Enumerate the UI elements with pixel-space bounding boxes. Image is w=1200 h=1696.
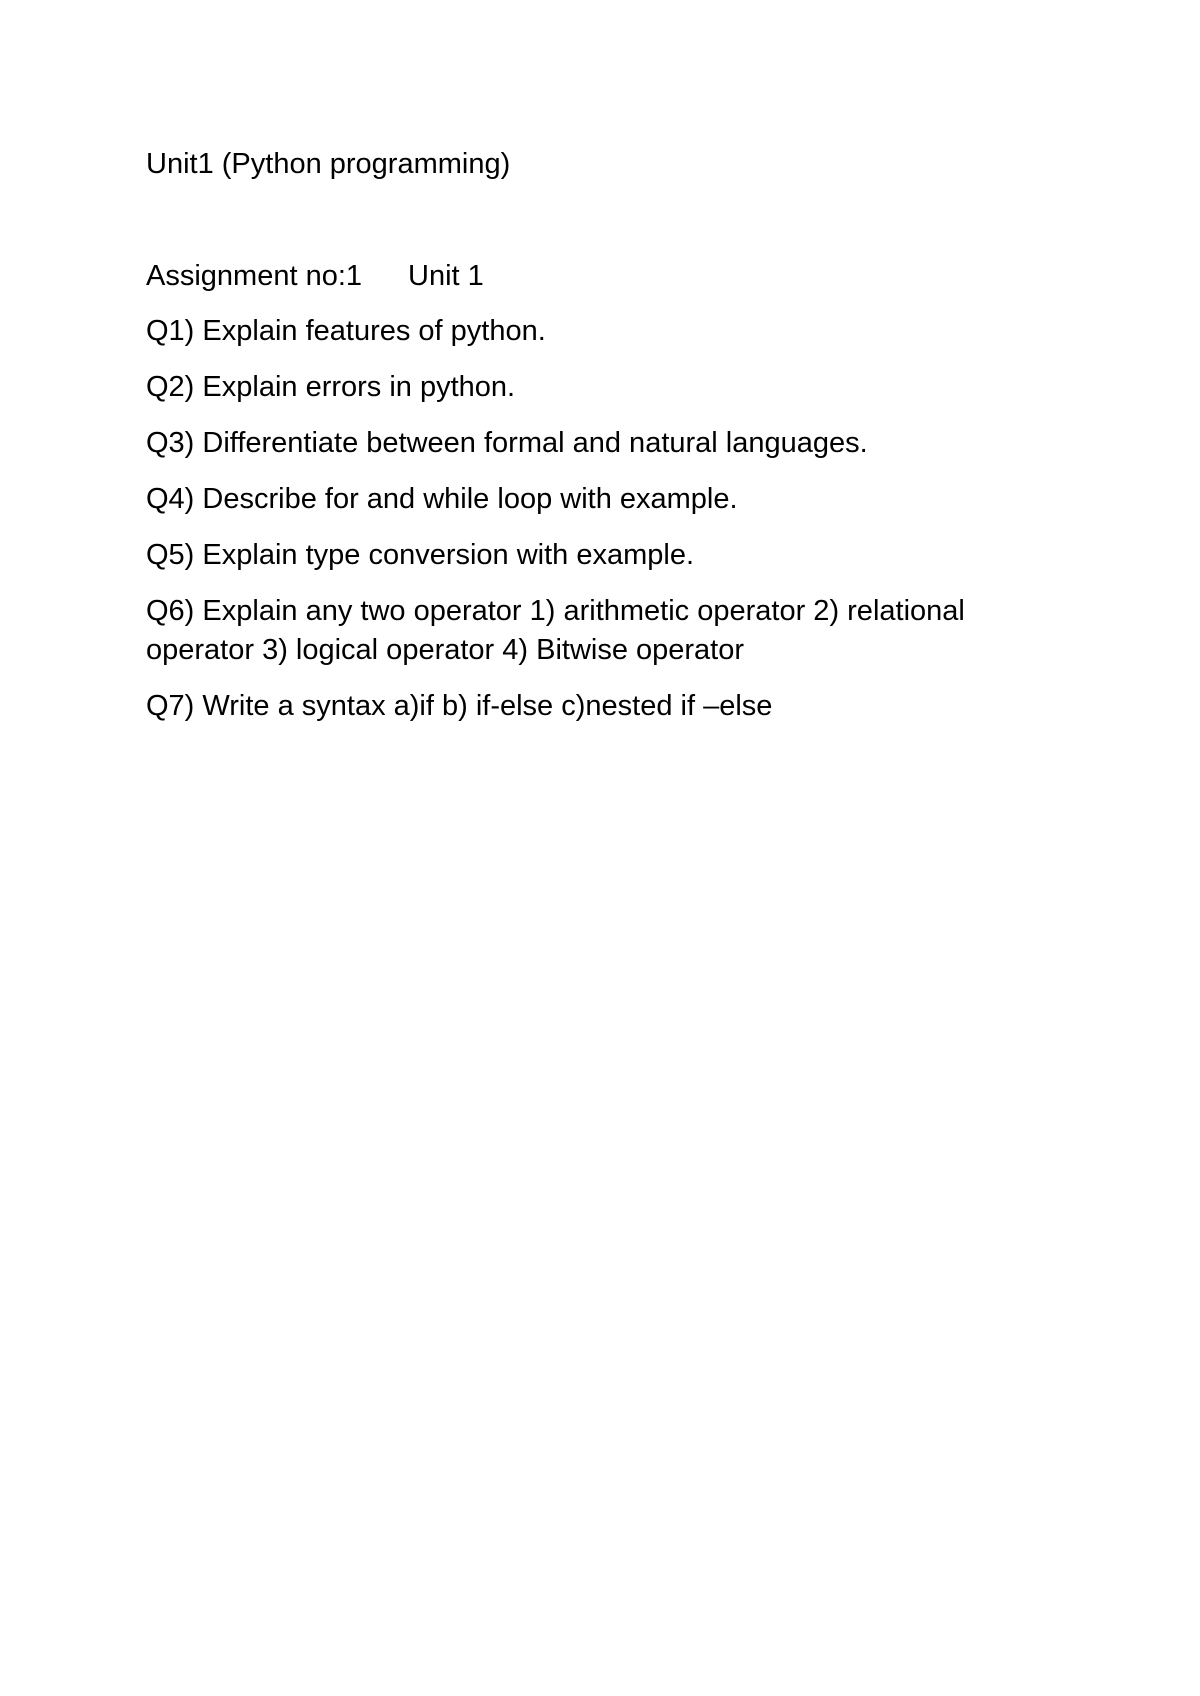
assignment-unit: Unit 1 (408, 260, 484, 292)
question-6: Q6) Explain any two operator 1) arithmetic operator 2) relational operator 3) logical operator 4) Bitwise operator (146, 595, 965, 666)
question-7: Q7) Write a syntax a)if b) if-else c)nested if –else (146, 690, 773, 722)
question-2: Q2) Explain errors in python. (146, 371, 516, 403)
document-content (146, 144, 1046, 743)
question-list (146, 312, 1046, 726)
question-3: Q3) Differentiate between formal and natural languages. (146, 427, 868, 459)
assignment-number: Assignment no:1 (146, 260, 363, 292)
assignment-heading (146, 256, 1046, 296)
document-title: Unit1 (Python programming) (146, 148, 511, 180)
question-1: Q1) Explain features of python. (146, 315, 546, 347)
question-4: Q4) Describe for and while loop with example. (146, 483, 738, 515)
question-5: Q5) Explain type conversion with example. (146, 539, 695, 571)
